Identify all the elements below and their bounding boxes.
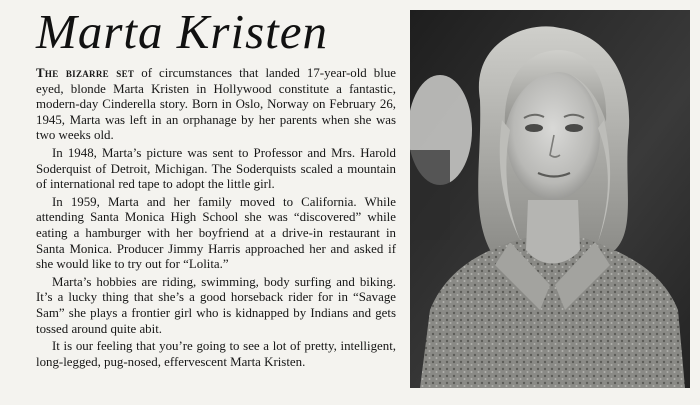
article-body xyxy=(36,66,396,372)
article-title: Marta Kristen xyxy=(36,4,329,59)
portrait-photo xyxy=(410,10,690,388)
article-paragraph-1-text: of circumstances that landed 17-year-old blue eyed, blonde Marta Kristen in Hollywood constitute a fantastic, modern-day Cinderella story. Born in Oslo, Norway on February 26, 1945, Marta was left in an orphanage by her parents when she was two weeks old. xyxy=(36,66,396,143)
article-paragraph-3: In 1959, Marta and her family moved to California. While attending Santa Monica High School she was “discovered” while eating a hamburger with her boyfriend at a drive-in restaurant in Santa Monica. Producer Jimmy Harris approached her and asked if she would like to try out for “Lolita.” xyxy=(36,194,396,272)
article-paragraph-2: In 1948, Marta’s picture was sent to Professor and Mrs. Harold Soderquist of Detroit, Michigan. The Soderquists scaled a mountain of international red tape to adopt the little girl. xyxy=(36,145,396,192)
article-paragraph-4: Marta’s hobbies are riding, swimming, body surfing and biking. It’s a lucky thing that she’s a good horseback rider for in “Savage Sam” she plays a frontier girl who is kidnapped by Indians and gets tossed around quite abit. xyxy=(36,274,396,336)
portrait-illustration xyxy=(410,10,690,388)
article-paragraph-5: It is our feeling that you’re going to see a lot of pretty, intelligent, long-legged, pug-nosed, effervescent Marta Kristen. xyxy=(36,339,396,369)
article-paragraph-1 xyxy=(36,66,396,144)
lead-in-caps: The bizarre set xyxy=(36,66,135,80)
